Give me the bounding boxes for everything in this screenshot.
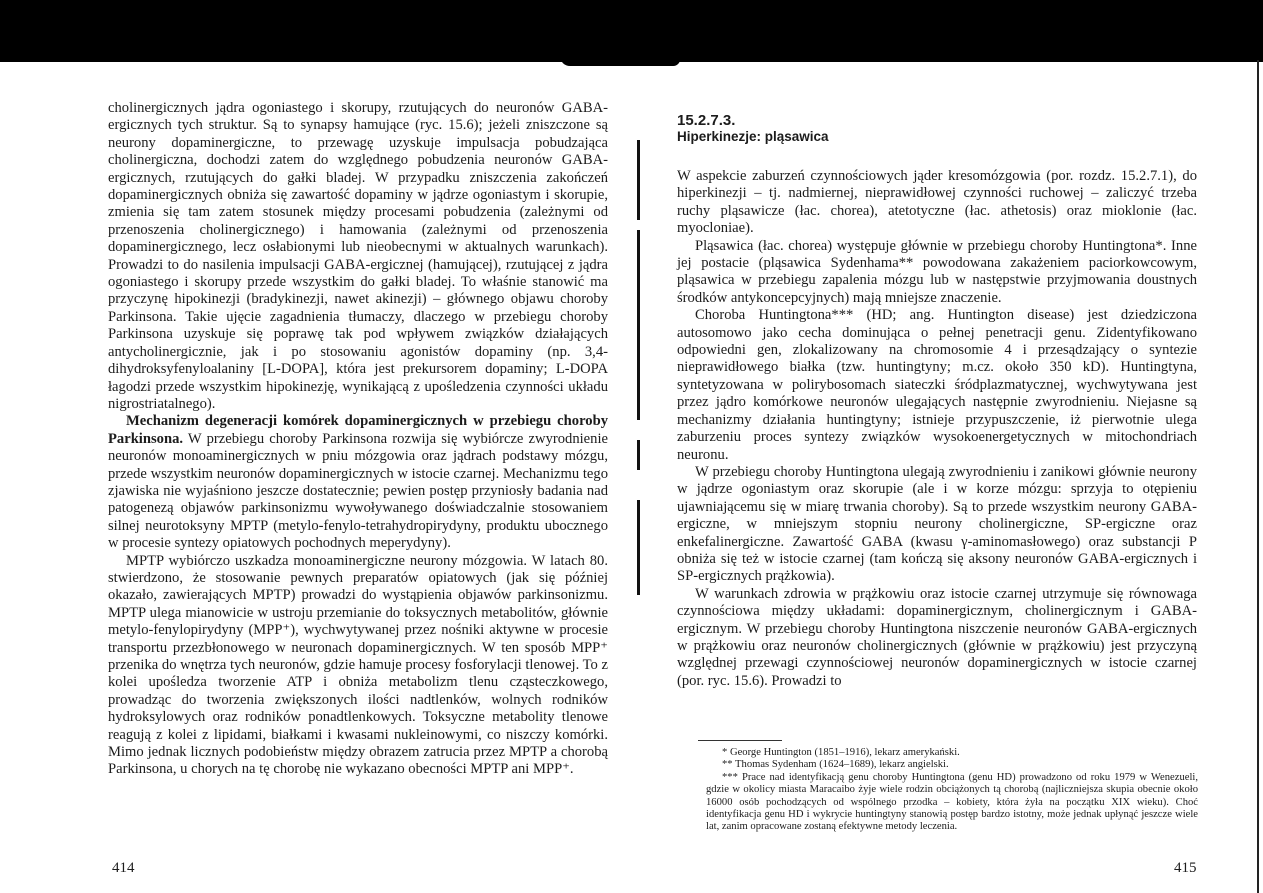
paragraph: W warunkach zdrowia w prążkowiu oraz istocie czarnej utrzymuje się równowaga czynnościowa między układami: dopaminergicznym, cholinergicznym i GABA-ergicznym. W przebiegu choroby Huntingtona niszczenie neuronów GABA-ergicznych w prążkowiu oraz neuronów cholinergicznych (głównie w prążkowiu) jest przyczyną względnej przewagi czynnościowej neuronów dopaminergicznych w istocie czarnej (por. ryc. 15.6). Prowadzi to [677, 585, 1197, 689]
gutter-mark [637, 440, 640, 470]
gutter-mark [637, 230, 640, 420]
footnotes [706, 740, 1198, 834]
footnote-rule [698, 740, 782, 741]
page-number-right: 415 [1174, 860, 1197, 876]
right-page [677, 100, 1197, 690]
footnote: *** Prace nad identyfikacją genu choroby Huntingtona (genu HD) prowadzono od roku 1979 w Wenezueli, gdzie w okolicy miasta Maracaibo żyje wiele rodzin obciążonych tą chorobą (najliczniejsza skupia obecnie około 16000 osób pochodzących od wspólnego przodka – kobiety, która żyła na początku XIX wieku). Choć identyfikacja genu HD i wykrycie huntingtyny stanowią postęp bardzo istotny, może jednak upłynąć jeszcze wiele lat, zanim opracowane zostaną efektywne metody leczenia. [706, 771, 1198, 833]
scan-top-shadow [0, 0, 1263, 62]
page-number-left: 414 [112, 860, 135, 876]
left-page [108, 100, 608, 779]
section-number: 15.2.7.3. [677, 112, 736, 129]
section-title: Hiperkinezje: pląsawica [677, 129, 829, 144]
gutter-mark [637, 140, 640, 220]
page-edge [1257, 60, 1259, 893]
paragraph: cholinergicznych jądra ogoniastego i skorupy, rzutujących do neuronów GABA-ergicznych tych struktur. Są to synapsy hamujące (ryc. 15.6); jeżeli zniszczone są neurony dopaminergiczne, to przewagę uzyskuje impulsacja pobudzająca cholinergiczna, dochodzi zatem do względnego pobudzenia neuronów GABA-ergicznych, rzutujących do gałki bladej. W przypadku zniszczenia zakończeń dopaminergicznych obniża się zawartość dopaminy w jądrze ogoniastym i skorupie, zmienia się tam zatem stosunek między procesami pobudzenia (zależnymi od przenoszenia cholinergicznego) i hamowania (zależnymi od przenoszenia dopaminergicznego, lecz osłabionymi lub nieobecnymi w aktualnych warunkach). Prowadzi to do nasilenia impulsacji GABA-ergicznej (hamującej), rzutującej z jądra ogoniastego i skorupy przede wszystkim do gałki bladej. To właśnie stanowić ma przyczynę hipokinezji (bradykinezji, nawet akinezji) – głównego objawu choroby Parkinsona. Takie ujęcie zagadnienia tłumaczy, dlaczego w przebiegu choroby Parkinsona uzyskuje się poprawę tak pod wpływem związków działających antycholinergicznie, jak i po stosowaniu agonistów dopaminy (np. 3,4-dihydroksyfenyloalaniny [L-DOPA], która jest prekursorem dopaminy; L-DOPA łagodzi przede wszystkim hipokinezję, wynikającą z upośledzenia czynności układu nigrostriatalnego). [108, 100, 608, 412]
paragraph: Choroba Huntingtona*** (HD; ang. Huntington disease) jest dziedziczona autosomowo jako cecha dominująca o pełnej penetracji genu. Zidentyfikowano odpowiedni gen, zlokalizowany na chromosomie 4 i przesądzający o syntezie nieprawidłowego białka (tzw. huntingtyny; m.cz. około 350 kD). Huntingtyna, syntetyzowana w polirybosomach siateczki śródplazmatycznej, wychwytywana jest przez jądro komórkowe neuronów ulegających następnie zwyrodnieniu. Niejasne są mechanizmy działania huntingtyny; istnieje przypuszczenie, iż pierwotnie ulega zaburzeniu proces syntezy związków wysokoenergetycznych w mitochondriach neuronu. [677, 307, 1197, 463]
mechanism-paragraph [108, 413, 608, 552]
paragraph: W aspekcie zaburzeń czynnościowych jąder kresomózgowia (por. rozdz. 15.2.7.1), do hiperkinezji – tj. nadmiernej, nieprawidłowej czynności ruchowej – zaliczyć trzeba ruchy pląsawicze (łac. chorea), atetotyczne (łac. athetosis) oraz mioklonie (łac. myocloniae). [677, 168, 1197, 237]
mptp-paragraph: MPTP wybiórczo uszkadza monoaminergiczne neurony mózgowia. W latach 80. stwierdzono, że stosowanie pewnych preparatów opiatowych (jak się później okazało, zawierających MPTP) prowadzi do wystąpienia objawów parkinsonizmu. MPTP ulega mianowicie w ustroju przemianie do toksycznych metabolitów, głównie metylo-fenylopirydyny (MPP⁺), wychwytywanej przez nośniki aktywne w procesie transportu przezbłonowego w neuronach dopaminergicznych. W ten sposób MPP⁺ przenika do wnętrza tych neuronów, gdzie hamuje procesy fosforylacji tlenowej. To z kolei upośledza tworzenie ATP i obniża metabolizm tlenu cząsteczkowego, prowadząc do tworzenia zwiększonych ilości nadtlenków, wolnych rodników hydroksylowych oraz rodników ponadtlenkowych. Toksyczne metabolity tlenowe reagują z kolei z lipidami, białkami i kwasami nukleinowymi, co niszczy komórki. Mimo jednak licznych podobieństw między obrazem zatrucia przez MPTP a chorobą Parkinsona, u chorych na tę chorobę nie wykazano obecności MPTP ani MPP⁺. [108, 552, 608, 778]
mechanism-text: W przebiegu choroby Parkinsona rozwija się wybiórcze zwyrodnienie neuronów monoaminergicznych w pniu mózgowia oraz jądrach podstawy mózgu, przede wszystkim neuronów dopaminergicznych w istocie czarnej. Mechanizmu tego zjawiska nie wyjaśniono jeszcze dostatecznie; pewien postęp przyniosły badania nad patogenezą objawów parkinsonizmu wywoływanego doświadczalnie stosowaniem silnej neurotoksyny MPTP (metylo-fenylo-tetrahydropirydyny, produktu ubocznego w procesie syntezy opiatowych pochodnych meperydyny). [108, 430, 608, 552]
paragraph: Pląsawica (łac. chorea) występuje głównie w przebiegu choroby Huntingtona*. Inne jej postacie (pląsawica Sydenhama** powodowana zakażeniem paciorkowcowym, pląsawica w przebiegu zapalenia mózgu lub w następstwie przyjmowania doustnych środków antykoncepcyjnych) mają mniejsze znaczenie. [677, 237, 1197, 306]
paragraph: W przebiegu choroby Huntingtona ulegają zwyrodnieniu i zanikowi głównie neurony w jądrze ogoniastym oraz skorupie (ale i w korze mózgu: sprzyja to otępieniu ujawniającemu się w miarę trwania choroby). Są to przede wszystkim neurony GABA-ergiczne, w mniejszym stopniu neurony cholinergiczne, SP-ergiczne oraz enkefalinergiczne. Zawartość GABA (kwasu γ-aminomasłowego) oraz substancji P obniża się też w istocie czarnej (tam kończą się aksony neuronów GABA-ergicznych i SP-ergicznych prążkowia). [677, 463, 1197, 585]
scan-shadow-notch [560, 56, 680, 66]
mechanism-heading: Mechanizm degeneracji komórek dopaminergicznych w przebiegu choroby Parkinsona. [108, 413, 608, 447]
footnote: * George Huntington (1851–1916), lekarz amerykański. [722, 747, 960, 758]
gutter-mark [637, 500, 640, 595]
footnote: ** Thomas Sydenham (1624–1689), lekarz angielski. [722, 759, 949, 771]
